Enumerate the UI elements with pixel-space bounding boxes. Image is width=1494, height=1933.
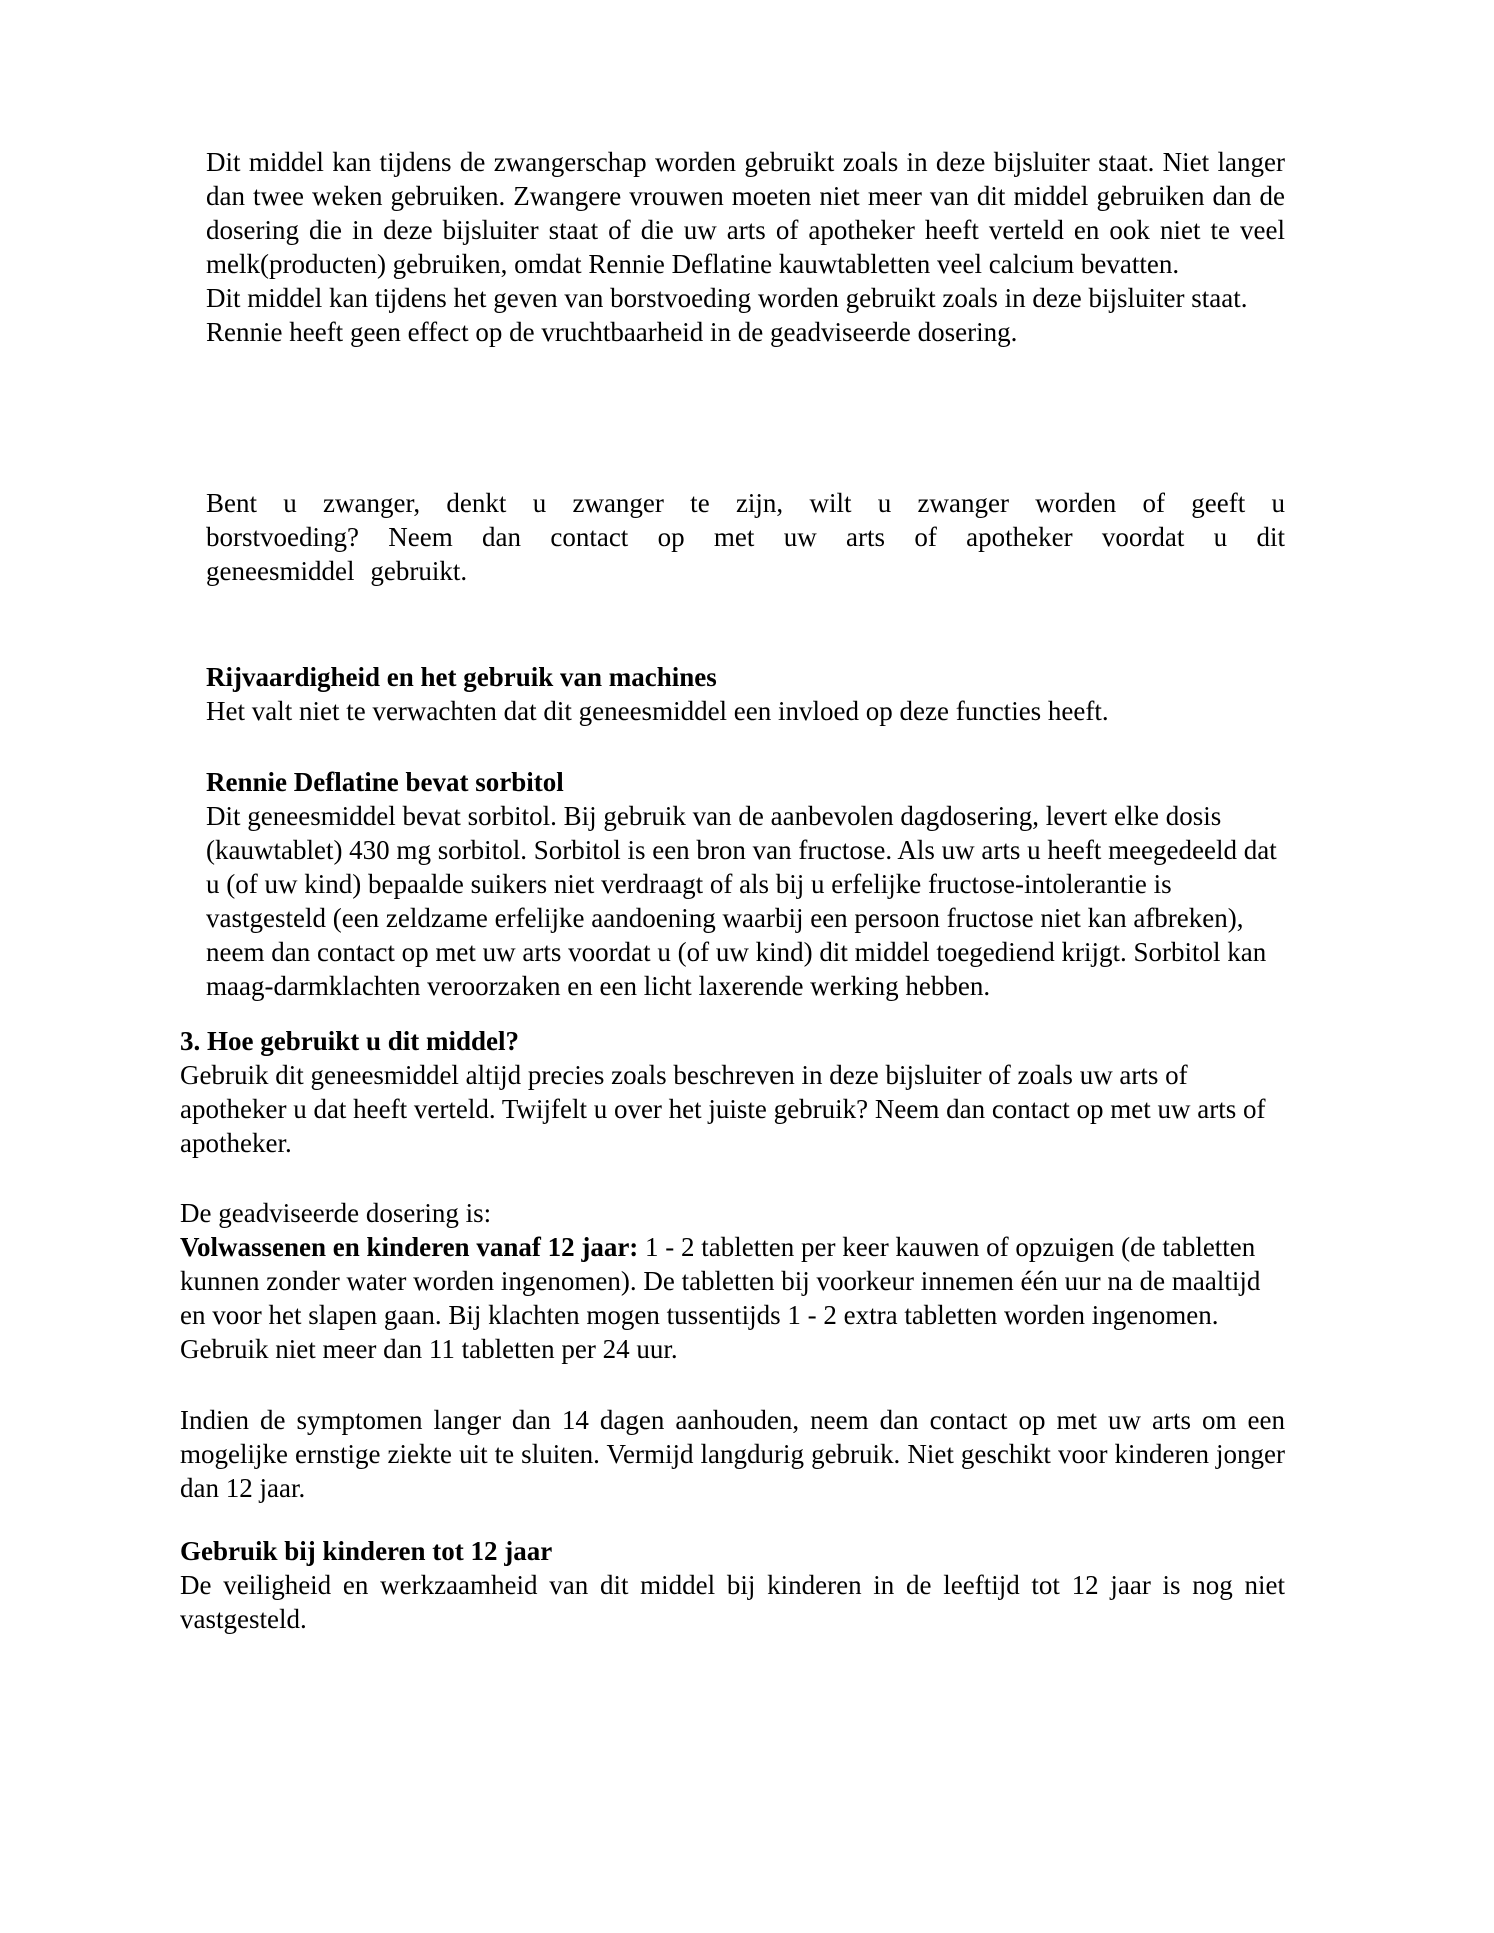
- symptoms-section: [180, 1403, 1285, 1505]
- dosage-lead-bold: Volwassenen en kinderen vanaf 12 jaar:: [180, 1232, 639, 1262]
- leaflet-content: [180, 145, 1285, 1636]
- section-3-how-to-use: [180, 1024, 1285, 1160]
- pregnancy-advice-section: [206, 486, 1285, 588]
- pregnancy-section: [206, 145, 1285, 349]
- paragraph-section3-intro: Gebruik dit geneesmiddel altijd precies zoals beschreven in deze bijsluiter of zoals uw arts of apotheker u dat heeft verteld. Twijfelt u over het juiste gebruik? Neem dan contact op met uw arts of apotheker.: [180, 1060, 1266, 1158]
- paragraph-children: De veiligheid en werkzaamheid van dit middel bij kinderen in de leeftijd tot 12 jaar is nog niet vastgesteld.: [180, 1570, 1285, 1634]
- heading-section-3: 3. Hoe gebruikt u dit middel?: [180, 1026, 520, 1056]
- paragraph-breastfeeding: Dit middel kan tijdens het geven van borstvoeding worden gebruikt zoals in deze bijsluiter staat.: [206, 283, 1248, 313]
- heading-driving: Rijvaardigheid en het gebruik van machines: [206, 662, 717, 692]
- paragraph-driving: Het valt niet te verwachten dat dit geneesmiddel een invloed op deze functies heeft.: [206, 696, 1109, 726]
- dosage-body-text: 1 - 2 tabletten per keer kauwen of opzuigen (de tabletten kunnen zonder water worden ingenomen). De tabletten bij voorkeur innemen één uur na de maaltijd en voor het slapen gaan. Bij klachten mogen tussentijds 1 - 2 extra tabletten worden ingenomen. Gebruik niet meer dan 11 tabletten per 24 uur.: [180, 1232, 1261, 1364]
- heading-sorbitol: Rennie Deflatine bevat sorbitol: [206, 767, 564, 797]
- paragraph-pregnancy-use: Dit middel kan tijdens de zwangerschap worden gebruikt zoals in deze bijsluiter staat. Niet langer dan twee weken gebruiken. Zwangere vrouwen moeten niet meer van dit middel gebruiken dan de dosering die in deze bijsluiter staat of die uw arts of apotheker heeft verteld en ook niet te veel melk(producten) gebruiken, omdat Rennie Deflatine kauwtabletten veel calcium bevatten.: [206, 147, 1285, 279]
- paragraph-dosage: [180, 1230, 1285, 1366]
- paragraph-symptoms: Indien de symptomen langer dan 14 dagen aanhouden, neem dan contact op met uw arts om een mogelijke ernstige ziekte uit te sluiten. Vermijd langdurig gebruik. Niet geschikt voor kinderen jonger dan 12 jaar.: [180, 1405, 1285, 1503]
- paragraph-dosage-intro: De geadviseerde dosering is:: [180, 1198, 492, 1228]
- dosage-section: [180, 1196, 1285, 1366]
- sorbitol-section: [206, 765, 1285, 1003]
- paragraph-fertility: Rennie heeft geen effect op de vruchtbaarheid in de geadviseerde dosering.: [206, 317, 1018, 347]
- paragraph-pregnant-advice: Bent u zwanger, denkt u zwanger te zijn, wilt u zwanger worden of geeft u borstvoeding? Neem dan contact op met uw arts of apotheker voordat u dit geneesmiddel gebruikt.: [206, 488, 1285, 586]
- paragraph-sorbitol: Dit geneesmiddel bevat sorbitol. Bij gebruik van de aanbevolen dagdosering, levert elke dosis (kauwtablet) 430 mg sorbitol. Sorbitol is een bron van fructose. Als uw arts u heeft meegedeeld dat u (of uw kind) bepaalde suikers niet verdraagt of als bij u erfelijke fructose-intolerantie is vastgesteld (een zeldzame erfelijke aandoening waarbij een persoon fructose niet kan afbreken), neem dan contact op met uw arts voordat u (of uw kind) dit middel toegediend krijgt. Sorbitol kan maag-darmklachten veroorzaken en een licht laxerende werking hebben.: [206, 801, 1277, 1001]
- driving-section: [206, 660, 1285, 728]
- children-section: [180, 1534, 1285, 1636]
- heading-children: Gebruik bij kinderen tot 12 jaar: [180, 1536, 553, 1566]
